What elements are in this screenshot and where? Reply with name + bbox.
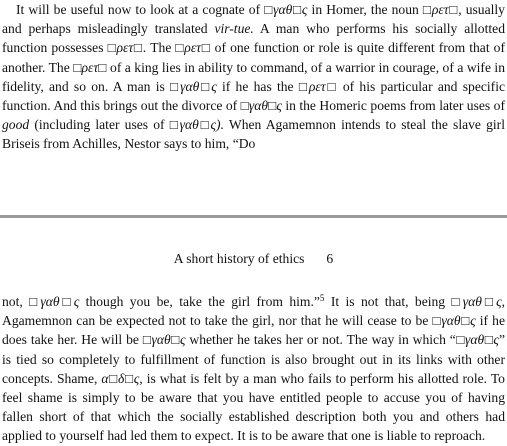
- italic-term: α□δ□ς: [101, 370, 140, 386]
- body-paragraph-top: [2, 0, 505, 154]
- text-run: whether he takes her or not. The way in which “: [185, 332, 456, 348]
- italic-term: good: [2, 117, 30, 133]
- italic-term: □γαθ□ς: [29, 294, 80, 309]
- text-run: ” is tied so completely to fulfillment of function is also brought out in its links with other concepts. Shame,: [2, 332, 505, 386]
- text-run: in the Homeric poems from later uses of: [281, 98, 505, 114]
- text-run: though you be, take the girl from him.”: [79, 294, 320, 309]
- page-number: 6: [326, 251, 334, 266]
- text-run: . The: [142, 40, 176, 56]
- italic-term: □γαθ□ς: [240, 98, 282, 114]
- italic-term: □γαθ□ς: [455, 332, 499, 348]
- italic-term: □ρετ□: [107, 40, 143, 56]
- text-run: When Agamemnon intends to steal the slave girl Briseis from Achilles, Nestor says to him, “Do: [2, 117, 505, 152]
- italic-term: □γαθ□ς).: [169, 117, 224, 133]
- running-head-title: A short history of ethics: [173, 251, 305, 266]
- text-run: if he has the: [216, 78, 299, 94]
- text-run: A man who performs his socially allotted function possesses: [2, 21, 505, 56]
- italic-term: □γαθ□ς: [170, 78, 217, 94]
- text-run: of a king lies in ability to command, of a warrior in courage, of a wife in fidelity, and so on. A man is: [2, 59, 506, 94]
- text-run: , usually and perhaps misleadingly translated: [2, 2, 505, 37]
- text-run: if he does take her. He will be: [2, 313, 506, 348]
- text-run: in Homer, the noun: [307, 2, 423, 17]
- running-head: [0, 249, 507, 268]
- italic-term: □ρετ□: [175, 40, 211, 56]
- italic-term: □ρετ□: [422, 2, 459, 17]
- page-break-rule: [0, 215, 507, 218]
- text-run: of his particular and specific function. And this brings out the divorce of: [2, 78, 506, 114]
- italic-term: □ρετ□: [73, 59, 107, 75]
- text-run: , Agamemnon can be expected not to take the girl, nor that he will cease to be: [2, 294, 506, 329]
- body-paragraph-bottom: [2, 292, 505, 446]
- text-run: (including later uses of: [29, 117, 170, 133]
- italic-term: □γαθ□ς: [142, 332, 186, 348]
- italic-term: □γαθ□ς: [432, 313, 476, 329]
- text-run: , is what is felt by a man who fails to perform his allotted role. To feel shame is simply to be aware that you have entitled people to accuse you of having fallen short of that which the socially established description both you and others had applied to yourself had led them to expect. It is to be aware that one is liable to reproach.: [2, 370, 505, 444]
- italic-term: vir-tue.: [214, 21, 254, 37]
- text-run: of one function or role is quite different from that of another. The: [2, 40, 505, 75]
- italic-term: □ρετ□: [298, 78, 338, 94]
- text-run: It will be useful now to look at a cognate of: [16, 2, 265, 17]
- footnote-marker: 5: [319, 293, 325, 303]
- text-run: not,: [2, 294, 30, 309]
- italic-term: □γαθ□ς: [451, 294, 502, 309]
- italic-term: □γαθ□ς: [264, 2, 308, 17]
- text-run: It is not that, being: [324, 294, 452, 309]
